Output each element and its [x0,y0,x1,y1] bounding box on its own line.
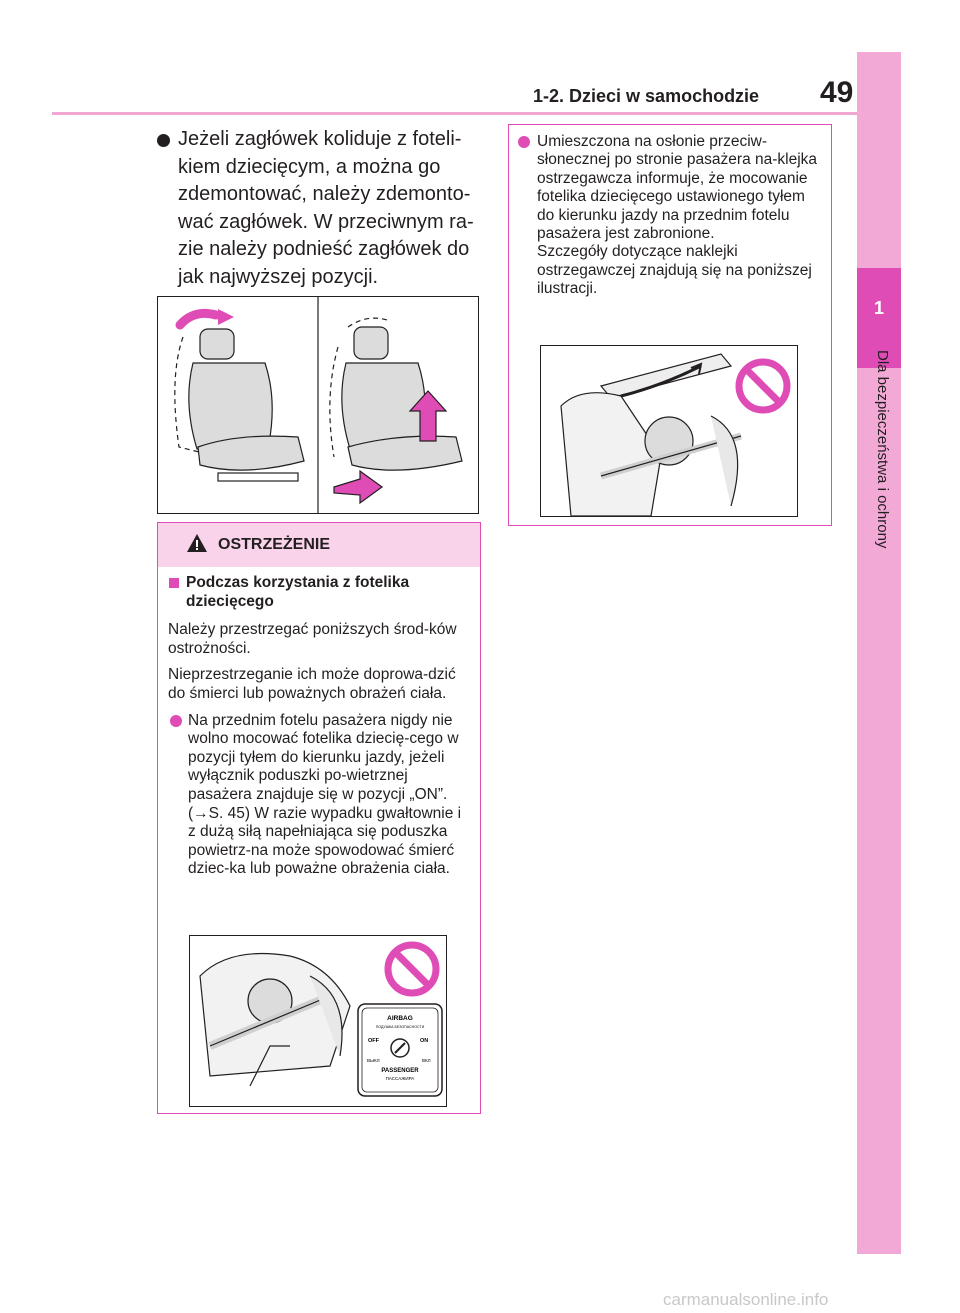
warning-subheading [164,574,468,611]
pink-bullet-dot-icon [518,136,530,148]
prohibited-icon [388,945,436,993]
airbag-label-panel [358,1004,442,1096]
airbag-label-title: AIRBAG [387,1015,413,1022]
warning-bullet-text: Na przednim fotelu pasażera nigdy nie wolno mocować fotelika dziecię-cego w pozycji tyłem do kierunku jazdy, jeżeli wyłącznik poduszki po-wietrznej pasażera znajduje się w pozycji „ON”. (→S. 45) W razie wypadku gwałtownie i z dużą siłą napełniająca się poduszka powietrz-na może spowodować śmierć dziec-ka lub poważne obrażenia ciała. [188,711,462,878]
watermark: carmanualsonline.info [663,1290,829,1309]
airbag-label-on-ru: ВКЛ [422,1058,431,1063]
warning-subheading-text: Podczas korzystania z fotelika dziecięcego [186,574,410,610]
sun-visor-paragraph-1: Umieszczona na osłonie przeciw-słonecznej po stronie pasażera na-klejka ostrzegawcza informuje, że mocowanie fotelika dziecięcego ustawionego tyłem do kierunku jazdy na przednim fotelu pasażera jest zabronione. [537,133,818,243]
sun-visor-paragraph-2: Szczegóły dotyczące naklejki ostrzegawczej znajdują się na poniższej ilustracji. [537,243,812,298]
seat-left-icon [175,309,304,481]
sun-visor-illustration [540,345,798,517]
bullet-dot-icon [157,134,170,147]
airbag-label-subtitle: ПОДУШКА БЕЗОПАСНОСТИ [375,1025,425,1029]
headrest-illustration [157,296,479,514]
warning-text-2: Nieprzestrzeganie ich może doprowa-dzić do śmierci lub poważnych obrażeń ciała. [168,666,456,702]
warning-bullet [164,712,468,879]
warning-title: OSTRZEŻENIE [218,536,331,553]
airbag-label-on: ON [420,1038,429,1044]
child-seat-airbag-drawing [200,954,350,1087]
section-title: 1-2. Dzieci w samochodzie [533,86,760,106]
sun-visor-drawing [561,354,741,516]
page-number: 49 [820,76,854,109]
prohibited-icon [739,362,787,410]
intro-bullet-text: Jeżeli zagłówek koliduje z foteli-kiem dziecięcym, a można go zdemontować, należy zdemonto-wać zagłówek. W przeciwnym ra-zie należy podnieść zagłówek do jak najwyższej pozycji. [178,128,474,288]
warning-header [158,523,480,567]
airbag-label-off: OFF [368,1038,379,1044]
airbag-illustration [189,935,447,1107]
chapter-number: 1 [857,268,901,368]
sun-visor-text [518,133,818,299]
airbag-label-passenger: PASSENGER [381,1068,419,1074]
chapter-side-tab [857,52,901,1254]
warning-triangle-icon [186,533,208,553]
pink-bullet-dot-icon [170,715,182,727]
chapter-title: Dla bezpieczeństwa i ochrony [874,350,891,549]
square-bullet-icon [169,578,179,588]
intro-bullet [157,126,487,292]
header-rule [52,112,857,115]
airbag-label-passenger-ru: ПАССАЖИРА [385,1076,415,1081]
seat-right-icon [330,318,462,503]
warning-text-1: Należy przestrzegać poniższych środ-ków ostrożności. [168,621,457,657]
airbag-label-off-ru: ВЫКЛ [367,1058,380,1063]
